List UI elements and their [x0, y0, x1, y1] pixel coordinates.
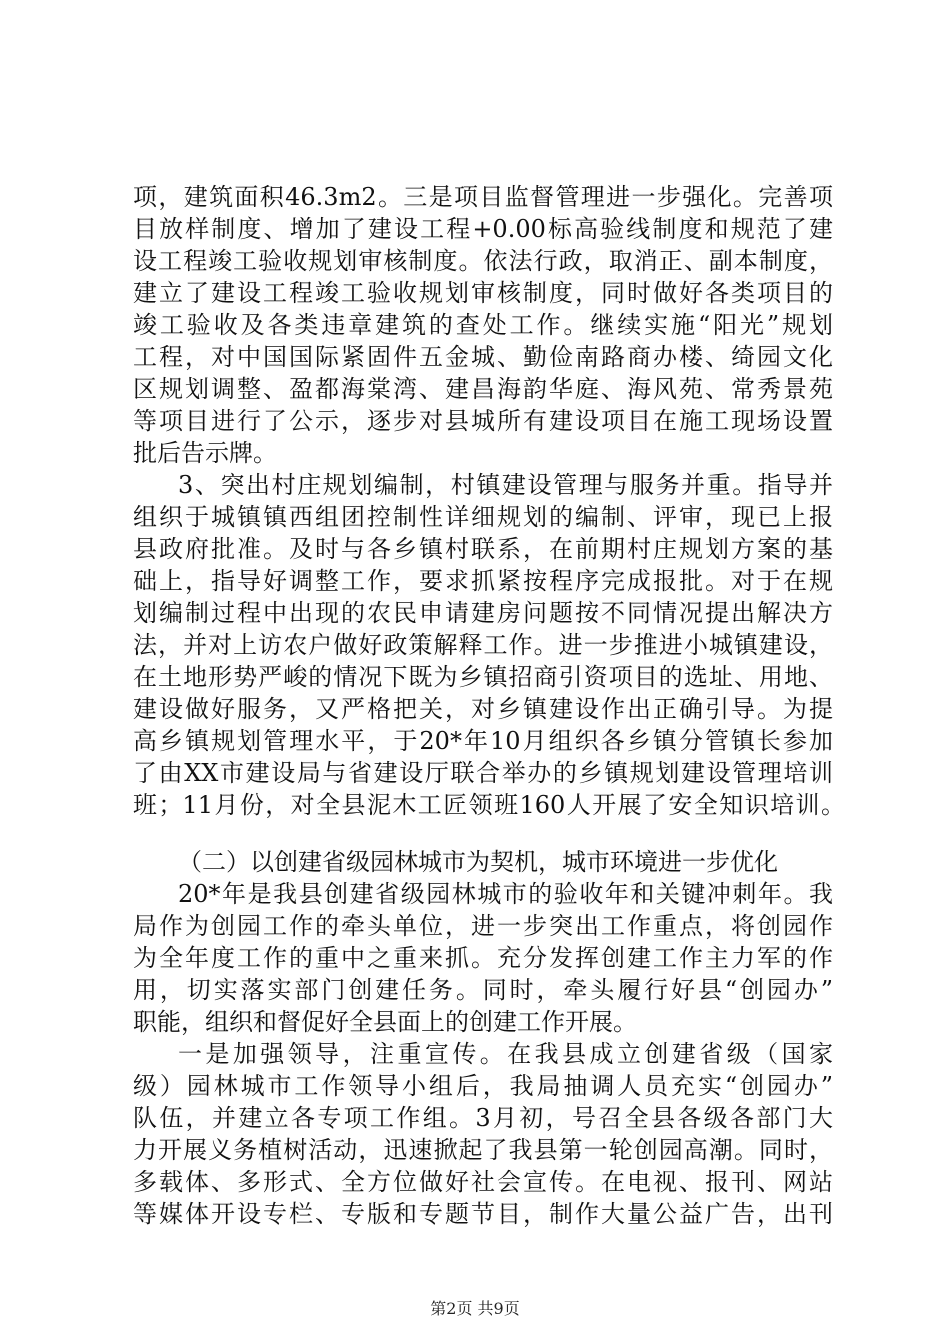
paragraph-line: 批后告示牌。: [133, 439, 277, 467]
paragraph-line: 局作为创园工作的牵头单位，进一步突出工作重点，将创园作: [133, 912, 833, 940]
paragraph-line: 组织于城镇镇西组团控制性详细规划的编制、评审，现已上报: [133, 503, 833, 531]
page-number-footer: 第2页 共9页: [430, 1299, 520, 1318]
paragraph-line: 高乡镇规划管理水平，于20*年10月组织各乡镇分管镇长参加: [133, 727, 833, 755]
paragraph-line: 一是加强领导，注重宣传。在我县成立创建省级（国家: [178, 1040, 833, 1068]
paragraph-line: 多载体、多形式、全方位做好社会宣传。在电视、报刊、网站: [133, 1168, 833, 1196]
paragraph-line: 等项目进行了公示，逐步对县城所有建设项目在施工现场设置: [133, 407, 833, 435]
paragraph-line: 目放样制度、增加了建设工程+0.00标高验线制度和规范了建: [133, 215, 833, 243]
paragraph-line: 力开展义务植树活动，迅速掀起了我县第一轮创园高潮。同时，: [133, 1136, 833, 1164]
paragraph-line: 职能，组织和督促好全县面上的创建工作开展。: [133, 1008, 637, 1036]
paragraph-line: 用，切实落实部门创建任务。同时，牵头履行好县“创园办”: [133, 976, 833, 1004]
paragraph-line: 区规划调整、盈都海棠湾、建昌海韵华庭、海风苑、常秀景苑: [133, 375, 833, 403]
paragraph-line: 础上，指导好调整工作，要求抓紧按程序完成报批。对于在规: [133, 567, 833, 595]
paragraph-line: 了由XX市建设局与省建设厅联合举办的乡镇规划建设管理培训: [133, 759, 833, 787]
paragraph-line: 工程，对中国国际紧固件五金城、勤俭南路商办楼、绮园文化: [133, 343, 833, 371]
paragraph-line: 3、突出村庄规划编制，村镇建设管理与服务并重。指导并: [178, 471, 833, 499]
paragraph-line: 20*年是我县创建省级园林城市的验收年和关键冲刺年。我: [178, 880, 833, 908]
paragraph-line: 在土地形势严峻的情况下既为乡镇招商引资项目的选址、用地、: [133, 663, 833, 691]
paragraph-line: 为全年度工作的重中之重来抓。充分发挥创建工作主力军的作: [133, 944, 833, 972]
paragraph-line: 法，并对上访农户做好政策解释工作。进一步推进小城镇建设，: [133, 631, 833, 659]
paragraph-line: 班；11月份，对全县泥木工匠领班160人开展了安全知识培训。: [133, 791, 845, 819]
paragraph-line: 建设做好服务，又严格把关，对乡镇建设作出正确引导。为提: [133, 695, 833, 723]
paragraph-line: 等媒体开设专栏、专版和专题节目，制作大量公益广告，出刊: [133, 1200, 833, 1228]
paragraph-line: 队伍，并建立各专项工作组。3月初，号召全县各级各部门大: [133, 1104, 833, 1132]
paragraph-line: 级）园林城市工作领导小组后，我局抽调人员充实“创园办”: [133, 1072, 833, 1100]
paragraph-line: 设工程竣工验收规划审核制度。依法行政，取消正、副本制度，: [133, 247, 833, 275]
paragraph-line: 项，建筑面积46.3m2。三是项目监督管理进一步强化。完善项: [133, 183, 833, 211]
paragraph-line: 划编制过程中出现的农民申请建房问题按不同情况提出解决方: [133, 599, 833, 627]
section-heading: （二）以创建省级园林城市为契机，城市环境进一步优化: [178, 848, 778, 876]
paragraph-line: 建立了建设工程竣工验收规划审核制度，同时做好各类项目的: [133, 279, 833, 307]
paragraph-line: 县政府批准。及时与各乡镇村联系，在前期村庄规划方案的基: [133, 535, 833, 563]
paragraph-line: 竣工验收及各类违章建筑的查处工作。继续实施“阳光”规划: [133, 311, 833, 339]
